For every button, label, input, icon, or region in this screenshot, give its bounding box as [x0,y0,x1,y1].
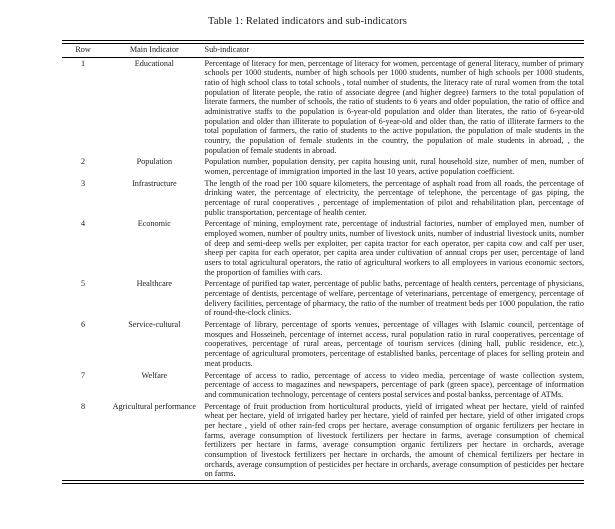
main-indicator-cell: Welfare [141,370,168,380]
main-indicator-cell: Economic [137,219,171,229]
table-bottom-rule [62,480,584,484]
main-indicator-cell: Educational [134,58,174,68]
row-number-cell: 1 [81,58,86,68]
table-caption: Table 1: Related indicators and sub-indicators [208,16,407,27]
col-header-sub-indicator: Sub-indicator [205,44,584,57]
table-container [62,40,584,484]
main-indicator-cell: Agricultural performance [112,401,197,411]
table-row [62,57,584,156]
row-number-cell: 3 [81,178,86,188]
sub-indicator-cell: Percentage of fruit production from horticultural products, yield of irrigated wheat per hectare, yield of rainfed wheat per hectare, yield of irrigated barley per hectare, yield of rainfed per hectare, yield of other irrigated crops per hectare , yield of other rain-fed crops per hectare, average consumption of organic fertilizers per hectare in farms, average consumption of livestock fertilizers per hectare in farms, average consumption of chemical fertilizers per hectare in farms, average consumption organic fertilizers per hectare in orchards, average consumption of livestock fertilizers per hectare in orchards, the amount of chemical fertilizers per hectare in orchards, average consumption of pesticides per hectare in orchards, average consumption of pesticides per hectare on farms. [204,401,584,479]
sub-indicator-cell: The length of the road per 100 square kilometers, the percentage of asphalt road from all roads, the percentage of drinking water, the percentage of electricity, the percentage of telephone, the percentage of gas piping, the percentage of rural cooperatives , percentage of implementation of pilot and rehabilitation plan, percentage of public transportation, percentage of health center. [204,178,584,217]
table-row [62,319,584,369]
sub-indicator-cell: Percentage of access to radio, percentage of access to video media, percentage of waste collection system, percentage of access to magazines and newspapers, percentage of park (green space), percentage of information and communication technology, percentage of centers postal services and postal bankss, percentage of ATMs. [204,370,584,399]
sub-indicator-cell: Population number, population density, per capita housing unit, rural household size, number of men, number of women, percentage of immigration imported in the last 10 years, active population coefficient. [204,157,584,177]
sub-indicator-cell: Percentage of literacy for men, percentage of literacy for women, percentage of general literacy, number of primary schools per 1000 students, number of high schools per 1000 students, number of high schools per 1000 students, ratio of high school class to total schools , total number of students, the literacy rate of rural women from the total population of literate people, the ratio of associate degree (and higher degree) farmers to the total population of literate farmers, the number of schools, the ratio of students to 6 years and older population, the ratio of office and administrative staffs to the population is 6-year-old population and older than literates, the ratio of 6-year-old population and older than illiterate to population of 6-year-old and older than, the ratio of illiterate farmers to the total population of farmers, the ratio of students to the active population, the population of male students in the country, the population of female students in the country, the population of male students in abroad, , the population of female students in abroad. [204,58,584,155]
row-number-cell: 2 [81,157,86,167]
main-indicator-cell: Healthcare [136,279,173,289]
col-header-row: Row [62,44,104,57]
col-header-main-indicator: Main Indicator [104,44,204,57]
main-indicator-cell: Population [136,157,173,167]
main-indicator-cell: Infrastructure [132,178,177,188]
row-number-cell: 4 [81,219,86,229]
sub-indicator-cell: Percentage of purified tap water, percentage of public baths, percentage of health centers, percentage of physicians, percentage of dentists, percentage of welfare, percentage of veterinarians, percentage of emergency, percentage of delivery facilities, percentage of pharmacy, the ratio of the number of treatment beds per 1000 population, the ratio of round-the-clock clinics. [204,279,584,318]
row-number-cell: 7 [81,370,86,380]
row-number-cell: 6 [81,320,86,330]
table-row [62,156,584,177]
table-row [62,278,584,319]
sub-indicator-cell: Percentage of library, percentage of sports venues, percentage of villages with Islamic council, percentage of mosques and Hosseineh, percentage of internet access, rural population ratio in rural cooperatives, percentage of cooperatives, percentage of rural areas, percentage of tourism services (dining hall, public residence, etc.), percentage of agricultural promoters, percentage of established banks, percentage of places for selling protein and meat products. [204,320,584,368]
table-row [62,401,584,480]
table-row [62,218,584,278]
table-row [62,370,584,401]
row-number-cell: 8 [81,401,86,411]
sub-indicator-cell: Percentage of mining, employment rate, percentage of industrial factories, number of employed men, number of employed women, number of poultry units, number of livestock units, number of industrial livestock units, number of deep and semi-deep wells per exploiter, per capita tractor for each operator, per capita cow and calf per user, sheep per capita for each operator, per capita area under cultivation of annual crops per user, percentage of land users to total agricultural operators, the ratio of agricultural workers to all employees in various economic sectors, the proportion of families with cars. [204,219,584,277]
indicators-table [62,44,584,480]
table-header-row [62,44,584,57]
table-row [62,178,584,219]
main-indicator-cell: Service-cultural [128,320,181,330]
row-number-cell: 5 [81,279,86,289]
